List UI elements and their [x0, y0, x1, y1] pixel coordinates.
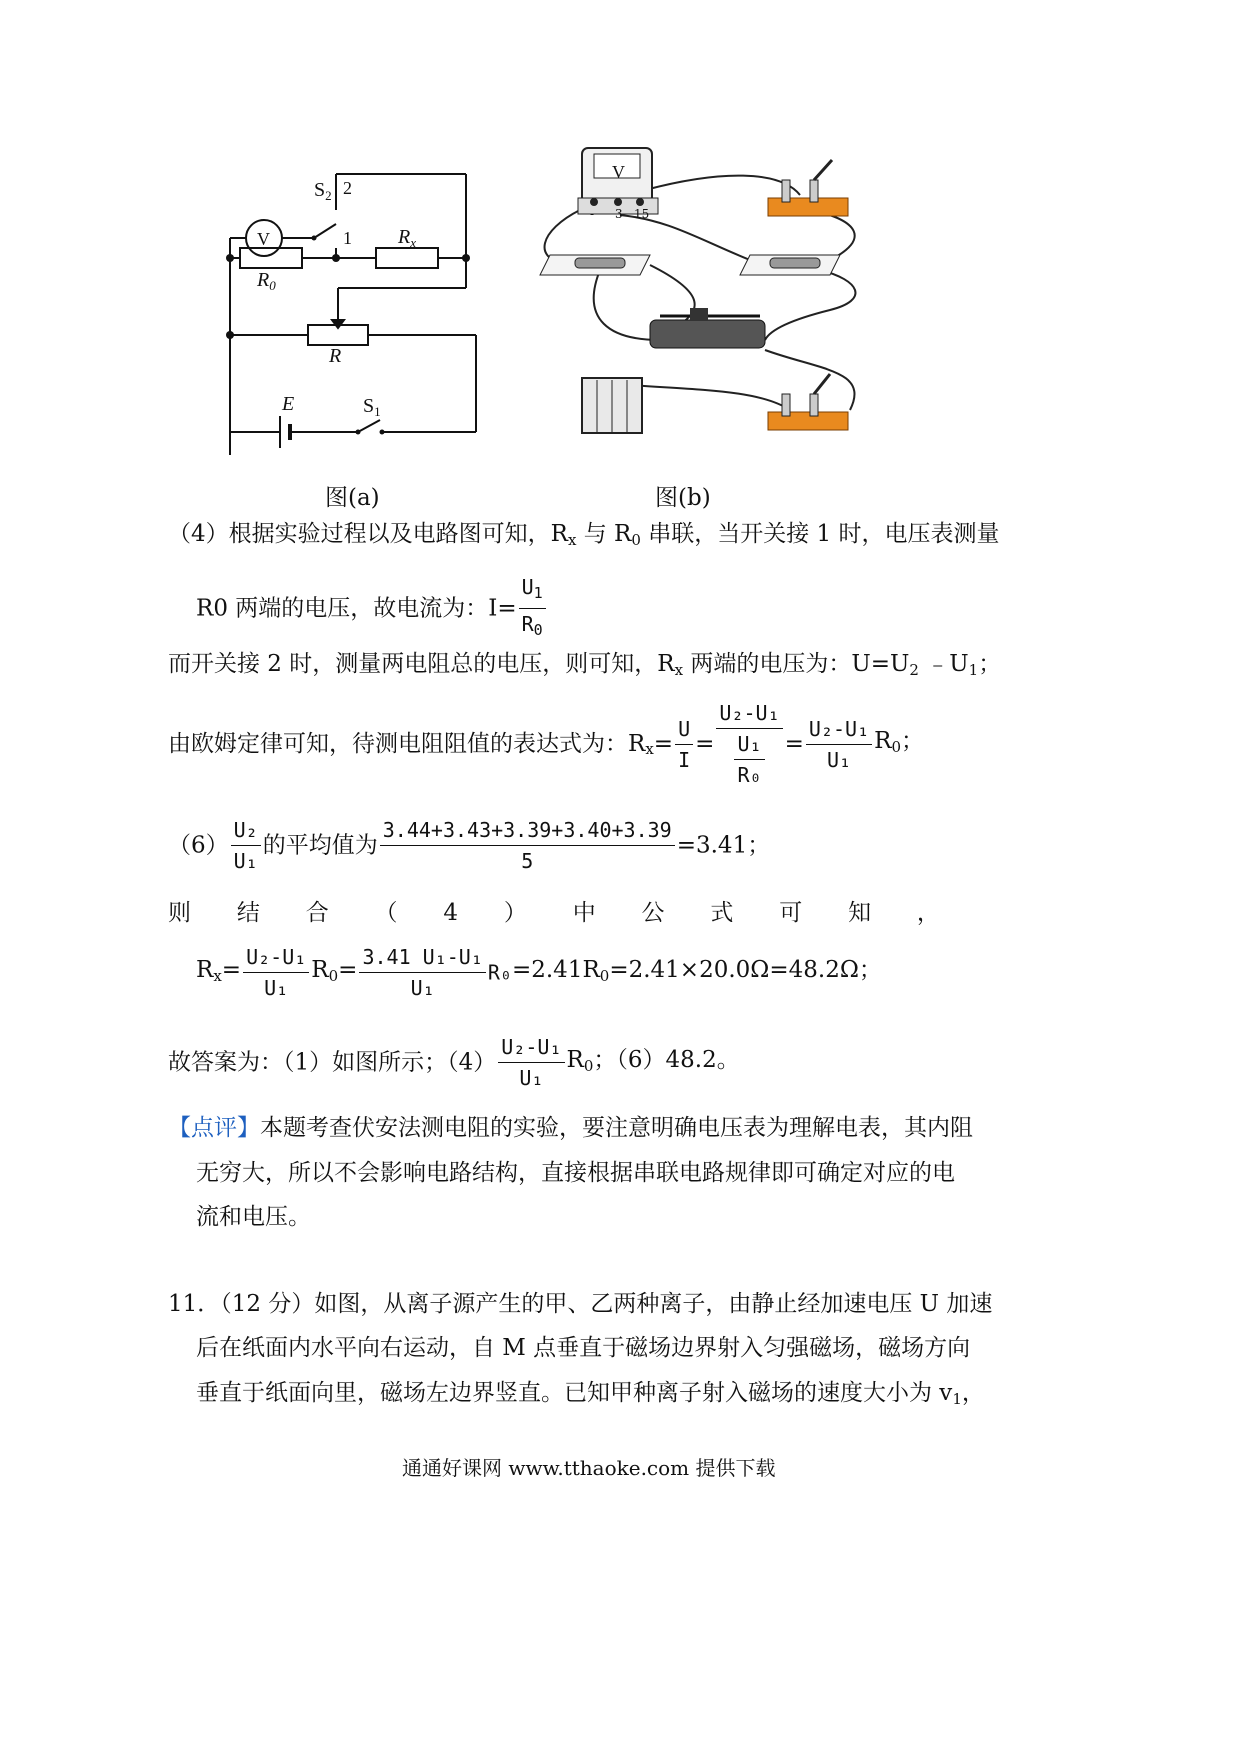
para4-line4: 由欧姆定律可知，待测电阻阻值的表达式为：$R_x=$ $\frac{U}{I}$ = $\frac{\text{U₂-U₁}}{\frac{\text{U₁}}{\text{R₀}}}$ = $\frac{\text{U₂-U₁}}{\text{U₁}}$ $R_0$； — [168, 698, 924, 790]
figure-b-caption: 图(b) — [655, 485, 711, 511]
rx-fraction-2: $\frac{\text{3.41 U₁-U₁}}{\text{U₁}}$ — [359, 942, 485, 1003]
page-footer: 通通好课网 www.tthaoke.com 提供下载 — [402, 1456, 776, 1480]
para6-line3: $R_x=$ $\frac{\text{U₂-U₁}}{\text{U₁}}$ $R_0=$ $\frac{\text{3.41 U₁-U₁}}{\text{U₁}}$ $R_0=2.41R_0=2.41\times 20.0\Omega=48.2\Omega$； — [196, 942, 882, 1003]
r-label: R — [329, 345, 342, 367]
e-label: E — [282, 393, 295, 415]
comment-tag: 【点评】 — [168, 1115, 260, 1141]
para4-line3: 而开关接 2 时，测量两电阻总的电压，则可知，$R_x$ 两端的电压为：$U=U_2$ $﹣U_1$； — [168, 651, 1002, 679]
comment-line1: 【点评】本题考查伏安法测电阻的实验，要注意明确电压表为理解电表，其内阻 — [168, 1115, 973, 1141]
switch-board-bottom — [768, 374, 848, 430]
current-fraction: $\frac{U_1}{R_0}$ — [519, 572, 546, 645]
s2-label: $S_2$ — [314, 179, 332, 203]
para6-line2: 则 结 合 （ 4 ） 中 公 式 可 知 ， — [168, 900, 940, 926]
complex-fraction: $\frac{\text{U₂-U₁}}{\frac{\text{U₁}}{\text{R₀}}}$ — [716, 698, 782, 790]
problem11-line1: 11．（12 分）如图，从离子源产生的甲、乙两种离子，由静止经加速电压 U 加速 — [168, 1291, 993, 1317]
para6-line1: （6） $\frac{\text{U₂}}{\text{U₁}}$ 的平均值为 $\frac{3.44+3.43+3.39+3.40+3.39}{5}$ =3.41； — [168, 815, 770, 876]
circuit-diagram-a — [200, 150, 560, 510]
meter-letter: V — [612, 162, 625, 182]
problem11-line2: 后在纸面内水平向右运动，自 M 点垂直于磁场边界射入匀强磁场，磁场方向 — [196, 1335, 971, 1361]
rx-fraction-1: $\frac{\text{U₂-U₁}}{\text{U₁}}$ — [243, 942, 309, 1003]
switch-pos1-label: 1 — [343, 228, 352, 248]
voltmeter-device — [578, 148, 658, 221]
r0-label: $R_0$ — [257, 269, 276, 293]
rx-label: $R_x$ — [398, 226, 416, 250]
resistor-board-right — [740, 255, 840, 275]
result-fraction: $\frac{\text{U₂-U₁}}{\text{U₁}}$ — [806, 714, 872, 775]
answer-fraction: $\frac{\text{U₂-U₁}}{\text{U₁}}$ — [498, 1032, 564, 1093]
voltmeter-label: V — [257, 229, 270, 249]
average-fraction: $\frac{3.44+3.43+3.39+3.40+3.39}{5}$ — [380, 815, 675, 876]
meter-mark-2: 15 — [634, 207, 650, 221]
problem11-line3: 垂直于纸面向里，磁场左边界竖直。已知甲种离子射入磁场的速度大小为 $v_1$， — [196, 1380, 985, 1408]
figure-a-caption: 图(a) — [325, 485, 380, 511]
switch-pos2-label: 2 — [343, 178, 352, 198]
para4-line2: R0 两端的电压，故电流为：I= $\frac{U_1}{R_0}$ — [196, 572, 548, 645]
meter-mark-0: - — [590, 207, 595, 221]
switch-board-top — [768, 160, 848, 216]
ratio-fraction: $\frac{\text{U₂}}{\text{U₁}}$ — [231, 815, 261, 876]
comment-line2: 无穷大，所以不会影响电路结构，直接根据串联电路规律即可确定对应的电 — [196, 1160, 955, 1186]
battery-device — [582, 378, 642, 433]
meter-mark-1: 3 — [615, 207, 623, 221]
rheostat-device — [650, 308, 765, 348]
circuit-diagram-b — [520, 140, 880, 450]
resistor-board-left — [540, 255, 650, 275]
u-over-i-fraction: $\frac{U}{I}$ — [675, 714, 693, 775]
s1-label: $S_1$ — [363, 395, 381, 419]
para4-line1: （4）根据实验过程以及电路图可知，$R_x$ 与 $R_0$ 串联，当开关接 1 时，电压表测量 — [168, 521, 1000, 549]
answer-line: 故答案为：（1）如图所示；（4） $\frac{\text{U₂-U₁}}{\text{U₁}}$ $R_0$；（6）48.2。 — [168, 1032, 740, 1093]
comment-line3: 流和电压。 — [196, 1204, 311, 1230]
